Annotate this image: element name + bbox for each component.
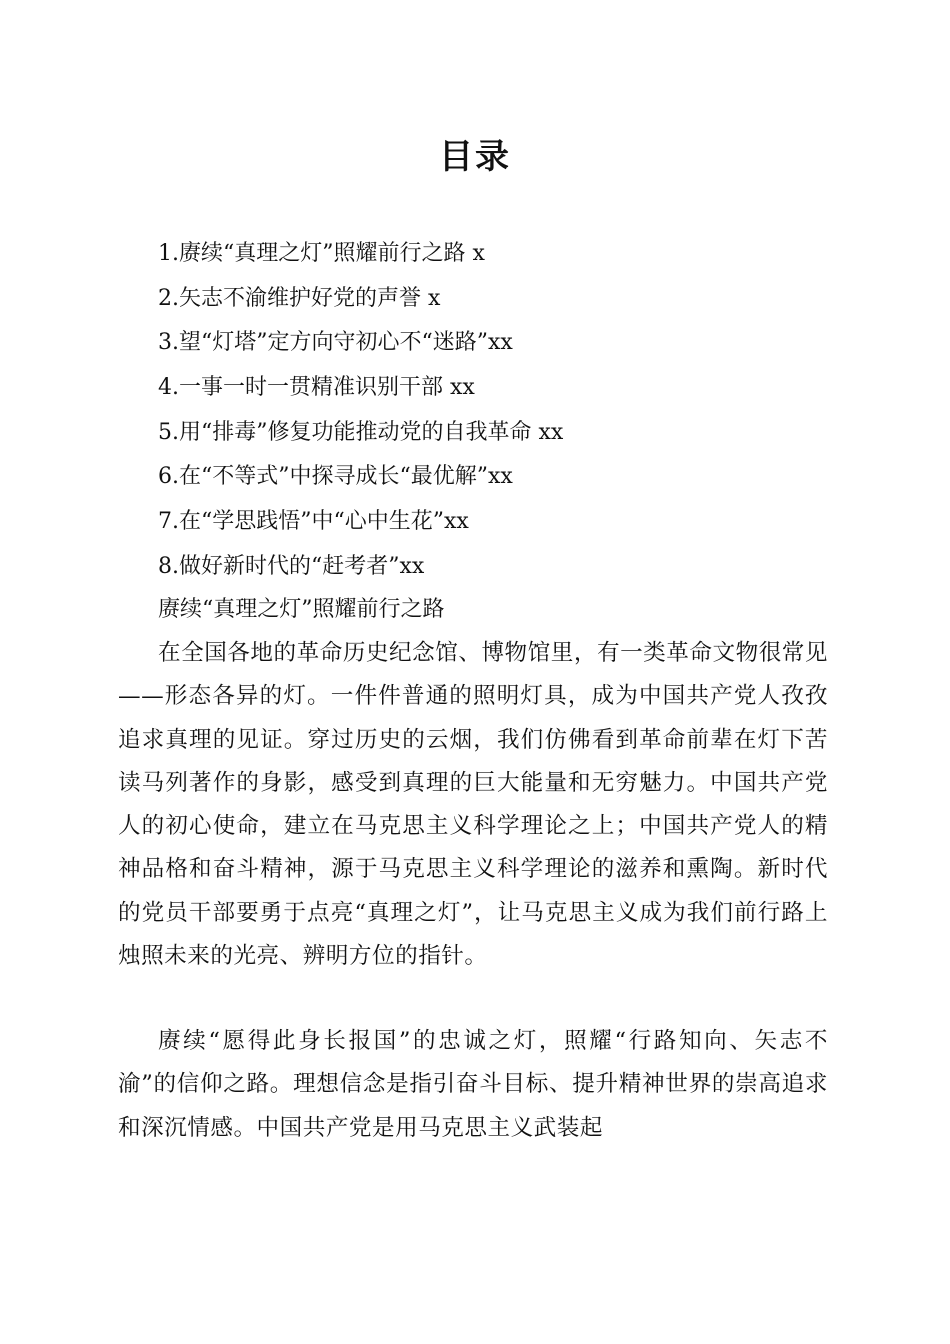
toc-item: 3.望“灯塔”定方向守初心不“迷路”xx xyxy=(158,330,513,356)
toc-item: 1.赓续“真理之灯”照耀前行之路 x xyxy=(158,241,485,266)
section-heading: 赓续“真理之灯”照耀前行之路 xyxy=(158,597,445,622)
body-paragraph: 赓续“愿得此身长报国”的忠诚之灯，照耀“行路知向、矢志不渝”的信仰之路。理想信念是指引奋斗目标、提升精神世界的崇高追求和深沉情感。中国共产党是用马克思主义武装起 xyxy=(118,1028,828,1141)
toc-item: 5.用“排毒”修复功能推动党的自我革命 xx xyxy=(158,419,564,445)
table-of-contents xyxy=(158,232,563,590)
toc-item: 6.在“不等式”中探寻成长“最优解”xx xyxy=(158,464,513,490)
toc-item: 7.在“学思践悟”中“心中生花”xx xyxy=(158,509,469,535)
toc-item: 2.矢志不渝维护好党的声誉 x xyxy=(158,285,441,311)
body-paragraph: 在全国各地的革命历史纪念馆、博物馆里，有一类革命文物很常见——形态各异的灯。一件件普通的照明灯具，成为中国共产党人孜孜追求真理的见证。穿过历史的云烟，我们仿佛看到革命前辈在灯下苦读马列著作的身影，感受到真理的巨大能量和无穷魅力。中国共产党人的初心使命，建立在马克思主义科学理论之上；中国共产党人的精神品格和奋斗精神，源于马克思主义科学理论的滋养和熏陶。新时代的党员干部要勇于点亮“真理之灯”，让马克思主义成为我们前行路上烛照未来的光亮、辨明方位的指针。 xyxy=(118,640,828,970)
toc-item: 8.做好新时代的“赶考者”xx xyxy=(158,553,425,579)
toc-item: 4.一事一时一贯精准识别干部 xx xyxy=(158,375,475,401)
page-title: 目录 xyxy=(439,137,511,177)
